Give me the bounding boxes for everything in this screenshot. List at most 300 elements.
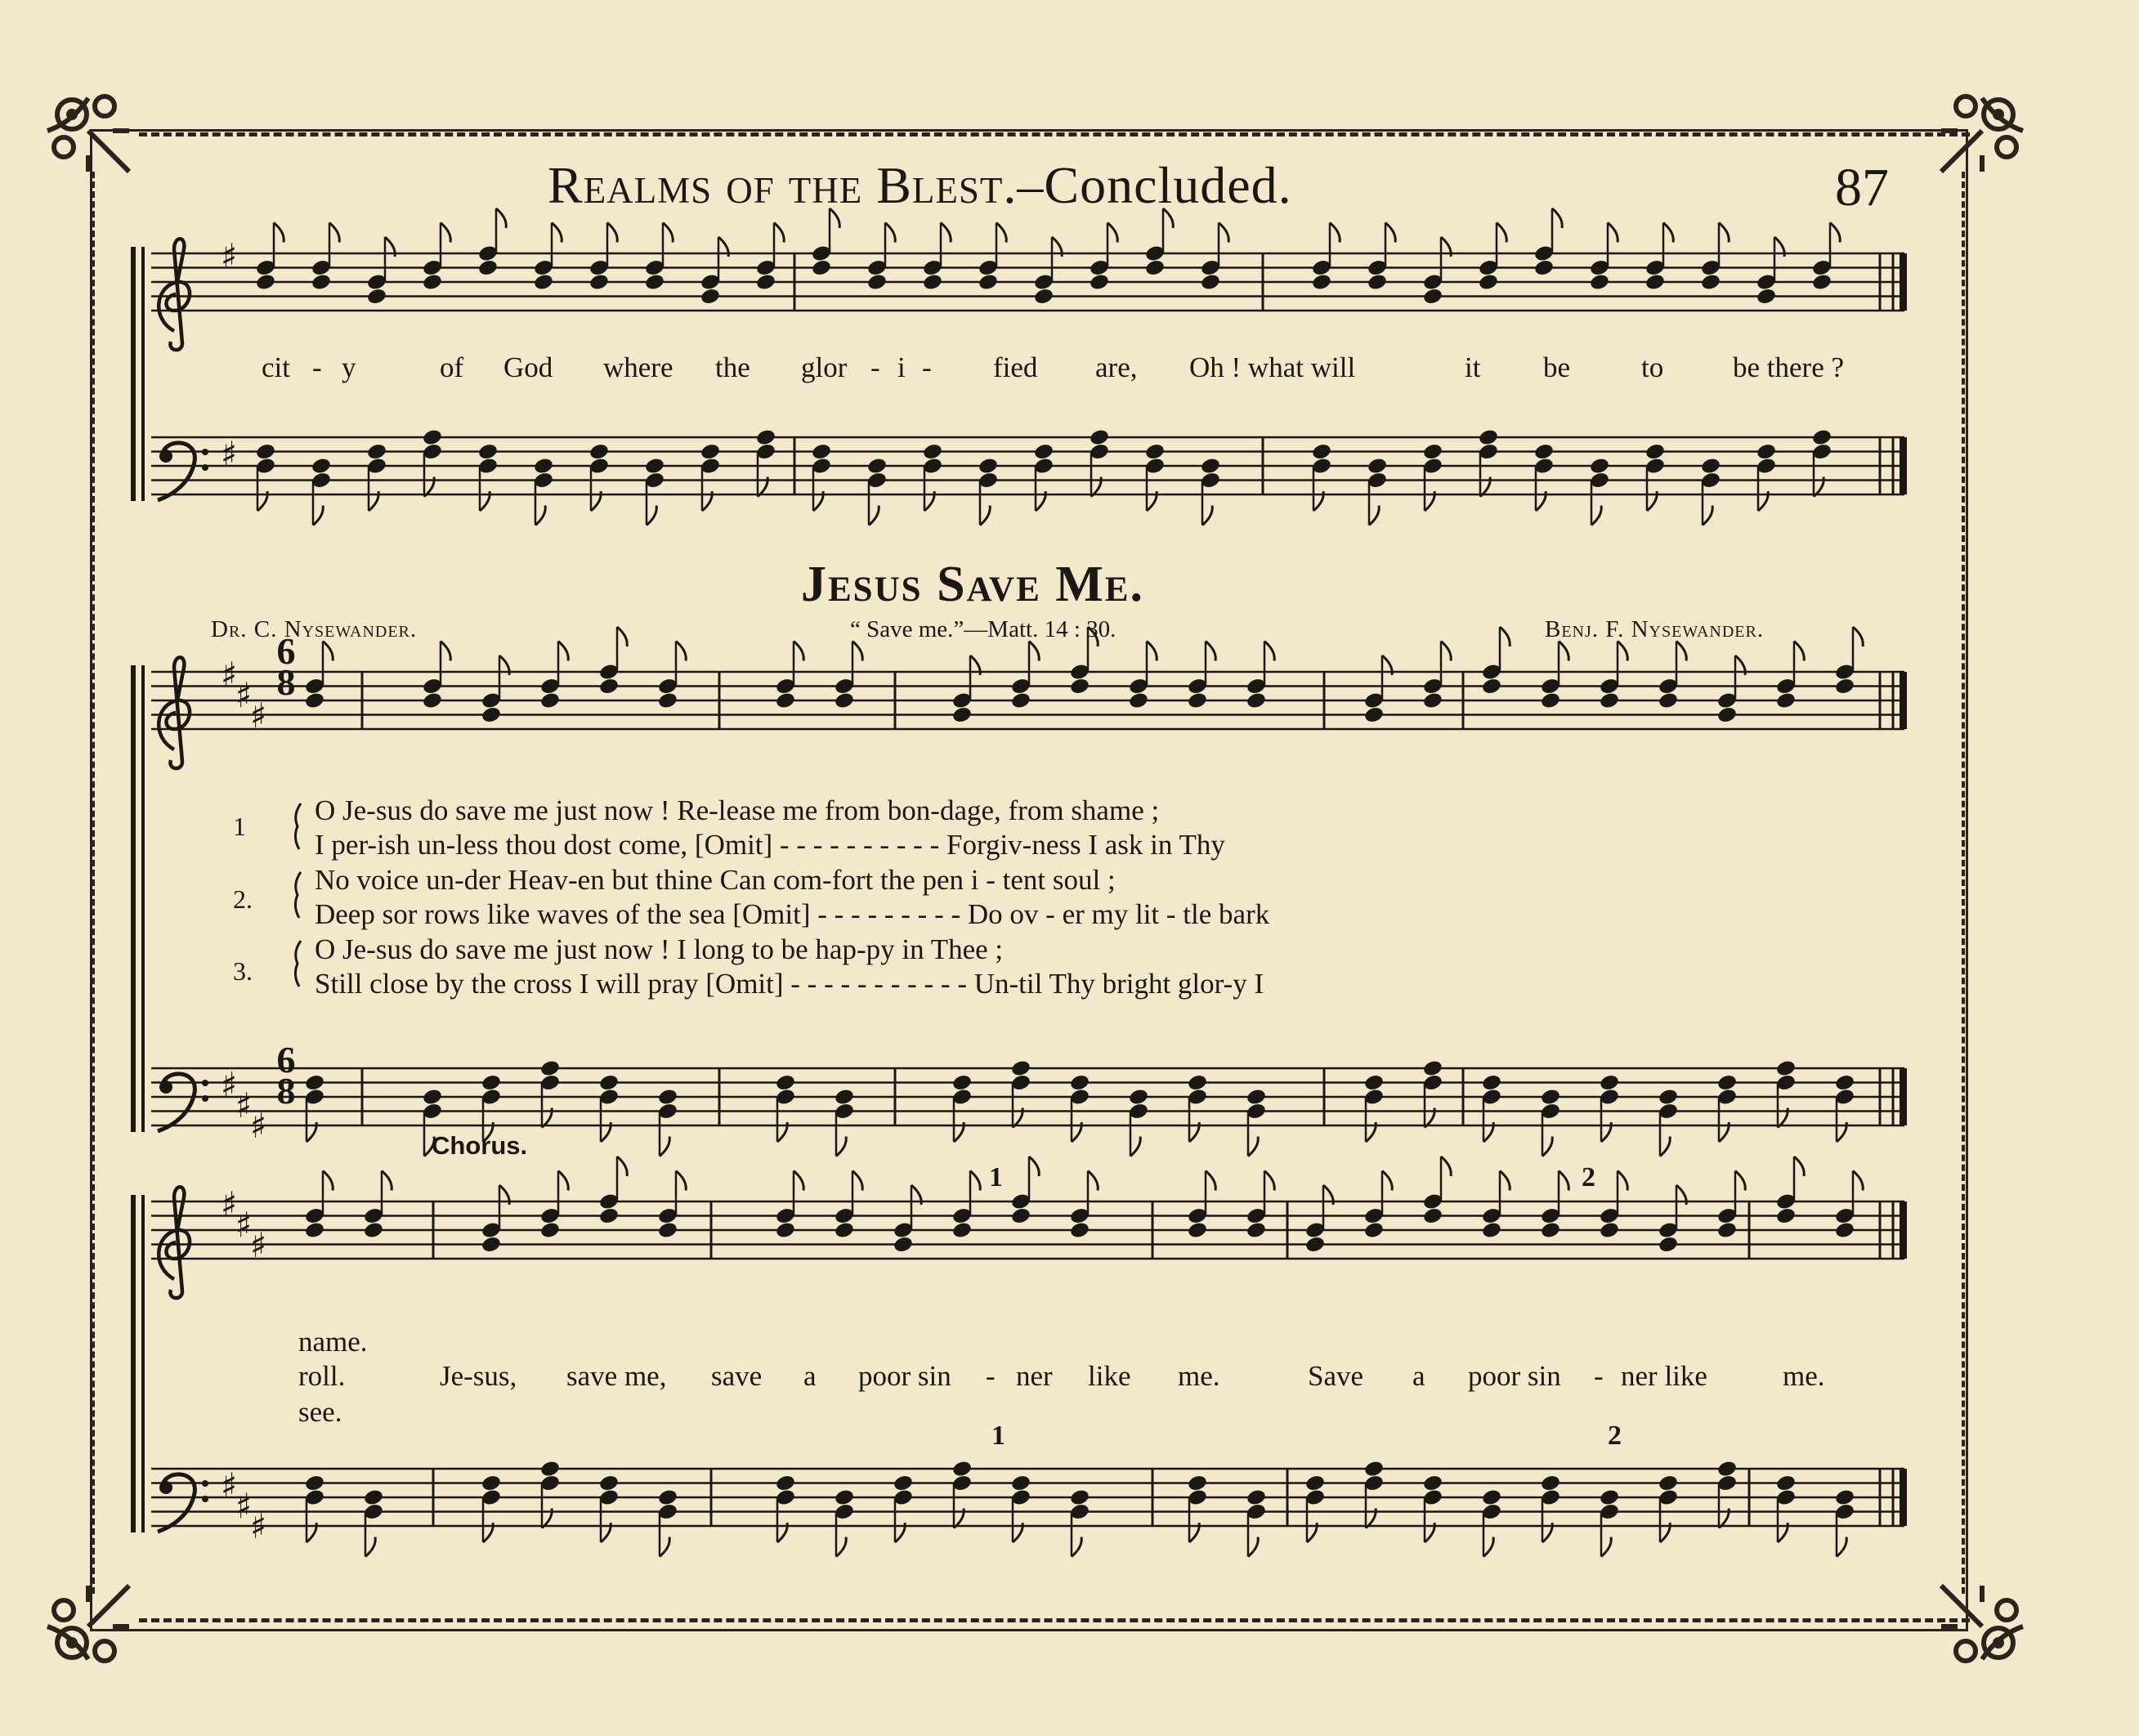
note-head xyxy=(1363,705,1385,724)
note-flag xyxy=(1441,642,1451,661)
bass-clef-dot xyxy=(202,1080,208,1086)
lyric-syllable: - xyxy=(312,351,322,383)
note-flag xyxy=(1559,642,1568,661)
note-flag xyxy=(329,223,339,243)
bass-clef-dot xyxy=(202,1496,208,1502)
note-flag xyxy=(1719,223,1729,243)
lyric-syllable: - xyxy=(870,351,880,383)
note-flag xyxy=(1618,642,1627,661)
note-flag xyxy=(607,223,617,243)
note-flag xyxy=(1663,223,1673,243)
note-head xyxy=(1834,1221,1855,1240)
note-head xyxy=(834,1088,855,1107)
verse-2-line-1: No voice un-der Heav-en but thine Can com-fort the pen i - tent soul ; xyxy=(315,864,1116,896)
lyric-syllable: poor sin xyxy=(1468,1360,1561,1392)
note-flag xyxy=(558,1171,568,1191)
note-head xyxy=(1363,1460,1385,1479)
note-head xyxy=(1187,1474,1208,1492)
hymn-author: Dr. C. Nysewander. xyxy=(211,616,418,642)
note-head xyxy=(477,442,499,461)
final-bar-thick xyxy=(1900,437,1907,494)
note-head xyxy=(1481,1221,1502,1240)
time-signature-bass: 6 8 xyxy=(276,1039,296,1112)
sharp-icon: ♯ xyxy=(221,236,238,276)
note-flag xyxy=(1853,627,1863,647)
lyric-syllable: of xyxy=(440,351,464,383)
note-head xyxy=(657,691,678,710)
lyric-syllable: fied xyxy=(993,351,1038,383)
note-head xyxy=(644,457,665,476)
note-head xyxy=(1311,273,1332,292)
lyric-syllable: y xyxy=(342,351,356,383)
note-head xyxy=(1187,691,1208,710)
note-head xyxy=(1422,1474,1443,1492)
note-head xyxy=(951,1221,973,1240)
note-flag xyxy=(424,1137,434,1157)
note-head xyxy=(1540,691,1561,710)
note-head xyxy=(1069,1073,1090,1092)
note-head xyxy=(1069,1221,1090,1240)
volta-label-2: 2 xyxy=(1582,1162,1595,1192)
bass-clef-dot xyxy=(202,464,208,471)
note-head xyxy=(1363,1073,1385,1092)
note-head xyxy=(1304,1474,1326,1492)
note-head xyxy=(834,1221,855,1240)
verse-2-line-2: Deep sor rows like waves of the sea [Omit] - - - - - - - - - Do ov - er my lit - tle bark xyxy=(315,898,1270,930)
note-flag xyxy=(617,627,627,647)
note-head xyxy=(1716,1460,1738,1479)
note-head xyxy=(304,1474,325,1492)
lyric-syllable: Je-sus, xyxy=(440,1360,517,1392)
note-head xyxy=(539,1221,561,1240)
verse-number: 1 xyxy=(233,812,246,841)
note-head xyxy=(1363,1221,1385,1240)
note-head xyxy=(775,691,796,710)
lyric-syllable: i xyxy=(897,351,906,383)
treble-clef-icon xyxy=(159,1187,190,1298)
note-head xyxy=(700,442,721,461)
note-head xyxy=(588,442,610,461)
lyric-syllable: are, xyxy=(1095,351,1138,383)
sharp-icon: ♯ xyxy=(221,1184,238,1224)
note-head xyxy=(1246,1221,1267,1240)
sharp-icon: ♯ xyxy=(235,1486,253,1526)
note-head xyxy=(539,691,561,710)
page-number: 87 xyxy=(1835,158,1889,217)
note-head xyxy=(775,1474,796,1492)
final-bar-thick xyxy=(1900,672,1907,729)
note-head xyxy=(1033,287,1054,306)
note-head xyxy=(1533,442,1555,461)
note-head xyxy=(1834,677,1855,696)
note-flag xyxy=(382,1171,392,1191)
bass-clef-dot xyxy=(202,1480,208,1487)
note-head xyxy=(1658,691,1679,710)
note-flag xyxy=(970,1171,980,1191)
note-head xyxy=(893,1235,914,1254)
note-flag xyxy=(1608,223,1618,243)
lyric-syllable: save me, xyxy=(566,1360,667,1392)
sharp-icon: ♯ xyxy=(235,1085,253,1125)
note-flag xyxy=(1369,506,1379,526)
note-flag xyxy=(1853,1171,1863,1191)
note-flag xyxy=(996,223,1006,243)
note-head xyxy=(311,457,332,476)
note-flag xyxy=(1385,223,1395,243)
lyric-syllable: me. xyxy=(1178,1360,1220,1392)
lyric-syllable: save xyxy=(711,1360,763,1392)
lyric-syllable: Save xyxy=(1308,1360,1364,1392)
note-head xyxy=(1422,287,1443,306)
note-head xyxy=(700,287,721,306)
note-head xyxy=(1304,1235,1326,1254)
note-flag xyxy=(323,1171,333,1191)
note-head xyxy=(1589,273,1610,292)
note-head xyxy=(1658,1474,1679,1492)
note-head xyxy=(866,457,888,476)
lyric-syllable: glor xyxy=(801,351,848,383)
final-bar-thick xyxy=(1900,1201,1907,1259)
note-head xyxy=(1775,1206,1797,1225)
note-head xyxy=(834,1488,855,1507)
lyric-syllable: ner like xyxy=(1621,1360,1707,1392)
note-flag xyxy=(794,642,803,661)
note-head xyxy=(539,1460,561,1479)
note-flag xyxy=(1108,223,1117,243)
bass-clef-dot xyxy=(202,449,208,455)
note-flag xyxy=(552,223,562,243)
note-head xyxy=(1311,442,1332,461)
note-flag xyxy=(1601,1537,1611,1557)
sharp-icon: ♯ xyxy=(221,434,238,474)
note-head xyxy=(1540,1221,1561,1240)
treble-clef-icon xyxy=(159,657,190,768)
note-head xyxy=(657,1088,678,1107)
note-flag xyxy=(535,506,545,526)
note-head xyxy=(1645,442,1666,461)
note-flag xyxy=(1500,627,1510,647)
note-head xyxy=(775,1221,796,1240)
note-head xyxy=(1246,691,1267,710)
note-head xyxy=(588,273,610,292)
note-head xyxy=(422,691,443,710)
note-head xyxy=(1144,442,1166,461)
final-bar-thick xyxy=(1900,1068,1907,1125)
note-head xyxy=(1089,273,1110,292)
volta-label-1-bass: 1 xyxy=(991,1421,1005,1451)
note-head xyxy=(481,1073,502,1092)
note-flag xyxy=(660,1537,669,1557)
note-flag xyxy=(676,642,686,661)
note-head xyxy=(598,1206,620,1225)
note-flag xyxy=(1163,208,1173,228)
note-flag xyxy=(1794,642,1804,661)
note-head xyxy=(1422,442,1443,461)
note-flag xyxy=(852,1171,862,1191)
note-head xyxy=(755,273,776,292)
chorus-ending-2: roll. xyxy=(298,1360,346,1392)
note-head xyxy=(834,691,855,710)
lyric-syllable: the xyxy=(715,351,750,383)
note-head xyxy=(1599,691,1620,710)
note-head xyxy=(1599,1073,1620,1092)
note-head xyxy=(598,1474,620,1492)
sharp-icon: ♯ xyxy=(250,696,267,736)
note-head xyxy=(1033,442,1054,461)
lyric-syllable: - xyxy=(922,351,932,383)
note-head xyxy=(1069,677,1090,696)
note-flag xyxy=(1735,1171,1745,1191)
note-head xyxy=(1069,1488,1090,1507)
note-head xyxy=(304,1073,325,1092)
note-flag xyxy=(794,1171,803,1191)
note-head xyxy=(1246,1488,1267,1507)
note-flag xyxy=(617,1157,627,1176)
volta-label-1: 1 xyxy=(989,1162,1003,1192)
lyric-syllable: - xyxy=(986,1360,996,1392)
bass-clef-head xyxy=(159,450,172,463)
note-head xyxy=(922,442,943,461)
sharp-icon: ♯ xyxy=(235,1205,253,1245)
note-flag xyxy=(869,506,879,526)
note-head xyxy=(1010,1206,1031,1225)
lyric-syllable: be there ? xyxy=(1733,351,1845,383)
note-head xyxy=(598,677,620,696)
note-flag xyxy=(836,1537,846,1557)
note-head xyxy=(1811,428,1832,447)
note-head xyxy=(922,273,943,292)
note-head xyxy=(1533,258,1555,277)
note-flag xyxy=(1202,506,1212,526)
note-head xyxy=(1540,1088,1561,1107)
note-flag xyxy=(663,223,673,243)
note-flag xyxy=(774,223,784,243)
note-head xyxy=(1128,691,1149,710)
note-head xyxy=(951,705,973,724)
note-head xyxy=(978,273,999,292)
note-head xyxy=(1599,1488,1620,1507)
note-head xyxy=(1775,1474,1797,1492)
note-head xyxy=(1775,1059,1797,1078)
lyric-syllable: a xyxy=(803,1360,817,1392)
sharp-icon: ♯ xyxy=(221,1465,238,1506)
note-flag xyxy=(1559,1171,1568,1191)
note-head xyxy=(1811,273,1832,292)
note-head xyxy=(1834,1488,1855,1507)
sharp-icon: ♯ xyxy=(250,1106,267,1146)
time-signature-treble: 6 8 xyxy=(276,630,296,703)
lyric-syllable: Oh ! what will xyxy=(1189,351,1356,383)
note-flag xyxy=(323,642,333,661)
note-head xyxy=(951,1073,973,1092)
lyric-syllable: poor sin xyxy=(858,1360,951,1392)
hymn-composer: Benj. F. Nysewander. xyxy=(1545,616,1765,642)
note-head xyxy=(1645,273,1666,292)
lyric-syllable: where xyxy=(603,351,673,383)
chorus-ending-3: see. xyxy=(298,1396,342,1428)
note-head xyxy=(1478,273,1499,292)
note-flag xyxy=(852,642,862,661)
hymn-title: Jesus Save Me. xyxy=(801,557,1144,612)
note-head xyxy=(422,273,443,292)
note-flag xyxy=(1088,627,1098,647)
note-head xyxy=(363,1221,384,1240)
note-head xyxy=(304,691,325,710)
note-flag xyxy=(885,223,895,243)
note-head xyxy=(481,1235,502,1254)
note-head xyxy=(255,273,276,292)
note-flag xyxy=(558,642,568,661)
note-head xyxy=(893,1474,914,1492)
note-flag xyxy=(1830,223,1840,243)
bass-clef-head xyxy=(159,1081,172,1094)
note-head xyxy=(1200,273,1221,292)
note-head xyxy=(644,273,665,292)
note-head xyxy=(811,442,832,461)
note-head xyxy=(1589,457,1610,476)
lyric-syllable: God xyxy=(503,351,553,383)
note-head xyxy=(1658,1235,1679,1254)
note-head xyxy=(366,287,387,306)
note-head xyxy=(366,442,387,461)
note-head xyxy=(481,705,502,724)
note-head xyxy=(1716,1073,1738,1092)
note-head xyxy=(1756,287,1777,306)
sharp-icon: ♯ xyxy=(221,655,238,695)
note-head xyxy=(422,428,443,447)
note-flag xyxy=(1552,208,1562,228)
final-bar-thick xyxy=(1900,253,1907,311)
continued-hymn-title-suffix: –Concluded. xyxy=(1017,156,1292,214)
bass-clef-head xyxy=(159,1481,172,1494)
note-head xyxy=(539,1059,561,1078)
note-flag xyxy=(1382,1171,1392,1191)
note-head xyxy=(1481,1073,1502,1092)
note-flag xyxy=(941,223,951,243)
note-head xyxy=(1089,428,1110,447)
note-flag xyxy=(1618,1171,1627,1191)
note-head xyxy=(1422,691,1443,710)
lyric-syllable: a xyxy=(1412,1360,1425,1392)
note-head xyxy=(477,258,499,277)
bass-clef-dot xyxy=(202,1095,208,1102)
note-head xyxy=(1700,457,1721,476)
note-flag xyxy=(1330,223,1340,243)
note-head xyxy=(1200,457,1221,476)
note-flag xyxy=(1703,506,1712,526)
verse-number: 2. xyxy=(233,884,253,914)
volta-label-2-bass: 2 xyxy=(1608,1421,1622,1451)
note-flag xyxy=(274,223,284,243)
note-head xyxy=(1010,691,1031,710)
note-head xyxy=(1422,1059,1443,1078)
note-flag xyxy=(830,208,839,228)
note-flag xyxy=(660,1137,669,1157)
note-head xyxy=(1367,457,1388,476)
note-head xyxy=(255,442,276,461)
note-flag xyxy=(1206,1171,1215,1191)
note-head xyxy=(1187,1073,1208,1092)
note-flag xyxy=(1794,1157,1804,1176)
note-flag xyxy=(1206,642,1215,661)
note-flag xyxy=(1837,1537,1846,1557)
note-head xyxy=(481,1474,502,1492)
note-flag xyxy=(1483,1537,1493,1557)
note-flag xyxy=(1029,642,1039,661)
note-flag xyxy=(1219,223,1228,243)
note-head xyxy=(363,1488,384,1507)
note-head xyxy=(1144,258,1166,277)
lyric-syllable: be xyxy=(1543,351,1571,383)
note-head xyxy=(1481,1488,1502,1507)
note-flag xyxy=(1130,1137,1140,1157)
note-flag xyxy=(1500,1171,1510,1191)
note-flag xyxy=(647,506,656,526)
continued-hymn-title-caps: Realms of the Blest. xyxy=(548,156,1018,214)
note-flag xyxy=(1072,1537,1081,1557)
note-head xyxy=(1422,1206,1443,1225)
note-flag xyxy=(1441,1157,1451,1176)
note-head xyxy=(311,273,332,292)
note-head xyxy=(1716,705,1738,724)
verse-1-line-2: I per-ish un-less thou dost come, [Omit] - - - - - - - - - - Forgiv-ness I ask in Thy xyxy=(315,829,1225,861)
chorus-ending-1: name. xyxy=(298,1326,368,1358)
note-head xyxy=(1187,1221,1208,1240)
note-head xyxy=(422,1088,443,1107)
hymn-scripture: “ Save me.”—Matt. 14 : 30. xyxy=(850,616,1116,642)
note-head xyxy=(755,428,776,447)
note-flag xyxy=(1248,1537,1258,1557)
chorus-label: Chorus. xyxy=(432,1131,528,1160)
verse-1-line-1: O Je-sus do save me just now ! Re-lease me from bon-dage, from shame ; xyxy=(315,794,1160,826)
note-head xyxy=(1775,691,1797,710)
note-flag xyxy=(1660,1137,1670,1157)
sharp-icon: ♯ xyxy=(221,1065,238,1105)
note-flag xyxy=(441,223,450,243)
note-head xyxy=(811,258,832,277)
note-head xyxy=(978,457,999,476)
verse-3-line-1: O Je-sus do save me just now ! I long to be hap-py in Thee ; xyxy=(315,933,1004,965)
verse-number: 3. xyxy=(233,956,253,986)
note-head xyxy=(1010,1474,1031,1492)
note-flag xyxy=(1264,642,1274,661)
note-head xyxy=(1010,1059,1031,1078)
note-head xyxy=(1756,442,1777,461)
note-head xyxy=(1246,1088,1267,1107)
sharp-icon: ♯ xyxy=(235,675,253,715)
note-flag xyxy=(496,208,506,228)
lyric-syllable: me. xyxy=(1783,1360,1825,1392)
final-bar-thick xyxy=(1900,1469,1907,1526)
note-head xyxy=(657,1221,678,1240)
note-flag xyxy=(1248,1137,1258,1157)
note-head xyxy=(304,1221,325,1240)
note-head xyxy=(533,273,554,292)
note-flag xyxy=(1542,1137,1552,1157)
note-head xyxy=(598,1073,620,1092)
note-head xyxy=(1478,428,1499,447)
note-flag xyxy=(1264,1171,1274,1191)
note-head xyxy=(1367,273,1388,292)
note-head xyxy=(1540,1474,1561,1492)
note-head xyxy=(1700,273,1721,292)
treble-clef-icon xyxy=(159,239,190,350)
verse-3-line-2: Still close by the cross I will pray [Omit] - - - - - - - - - - - Un-til Thy bright glor-y I xyxy=(315,968,1264,1000)
note-flag xyxy=(676,1171,686,1191)
note-head xyxy=(1658,1088,1679,1107)
note-head xyxy=(1834,1073,1855,1092)
note-head xyxy=(1128,1088,1149,1107)
